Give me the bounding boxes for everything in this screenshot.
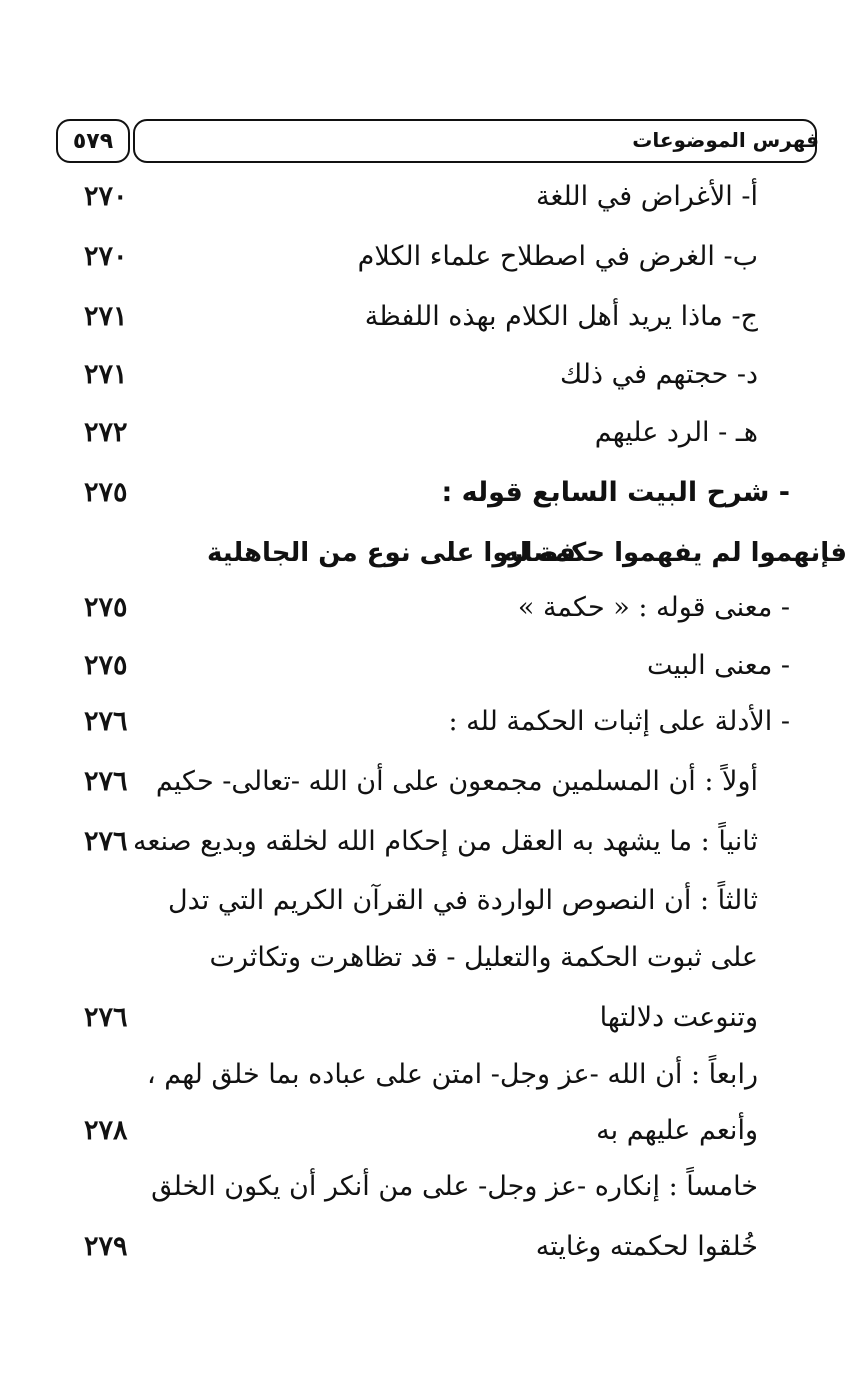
toc-entry — [40, 349, 830, 401]
poem-verse — [207, 528, 847, 578]
toc-entry-text: على ثبوت الحكمة والتعليل - قد تظاهرت وتكاثرت — [209, 942, 758, 973]
toc-page-number: ٢٧٠ — [84, 241, 128, 272]
toc-entry — [40, 1049, 830, 1101]
toc-page-number: ٢٧٥ — [84, 477, 128, 508]
toc-page-number: ٢٧٠ — [84, 181, 128, 212]
toc-entry — [40, 407, 830, 459]
toc-entry — [40, 932, 830, 984]
toc-entry — [40, 291, 830, 343]
toc-entry — [40, 1161, 830, 1213]
toc-page-number: ٢٧٩ — [84, 1231, 128, 1262]
toc-entry-text: رابعاً : أن الله -عز وجل- امتن على عباده بما خلق لهم ، — [146, 1059, 758, 1090]
toc-entry-text: ب- الغرض في اصطلاح علماء الكلام — [357, 241, 758, 272]
toc-page-number: ٢٧٢ — [84, 417, 128, 448]
toc-entry-text: ثانياً : ما يشهد به العقل من إحكام الله لخلقه وبديع صنعه — [132, 826, 758, 857]
toc-entry-text: - معنى البيت — [647, 650, 790, 681]
toc-page-number: ٢٧١ — [84, 301, 128, 332]
toc-entry-text: أولاً : أن المسلمين مجمعون على أن الله -تعالى- حكيم — [155, 766, 758, 797]
toc-page-number: ٢٧١ — [84, 359, 128, 390]
toc-entry-text: - الأدلة على إثبات الحكمة لله : — [448, 706, 790, 737]
toc-section-heading: - شرح البيت السابع قوله : — [441, 477, 790, 508]
running-header-title: فهرس الموضوعات — [632, 128, 819, 152]
toc-entry — [40, 640, 830, 692]
toc-entry-text: ج- ماذا يريد أهل الكلام بهذه اللفظة — [364, 301, 758, 332]
toc-entry-text: هـ - الرد عليهم — [594, 417, 758, 448]
toc-entry — [40, 171, 830, 223]
toc-entry — [40, 756, 830, 808]
toc-entry — [40, 1221, 830, 1273]
toc-page-number: ٢٧٥ — [84, 650, 128, 681]
toc-entry — [40, 582, 830, 634]
toc-entry-text: د- حجتهم في ذلك — [560, 359, 758, 390]
toc-entry-text: خُلقوا لحكمته وغايته — [535, 1231, 758, 1262]
toc-entry — [40, 231, 830, 283]
toc-entry-text: وتنوعت دلالتها — [599, 1002, 758, 1033]
toc-entry — [40, 1105, 830, 1157]
toc-page-number: ٢٧٦ — [84, 706, 128, 737]
verse-second-hemistich: فصاروا على نوع من الجاهلية — [207, 538, 576, 568]
toc-entry-text: وأنعم عليهم به — [596, 1115, 758, 1146]
page-number-badge: ٥٧٩ — [56, 119, 130, 163]
toc-entry-text: أ- الأغراض في اللغة — [535, 181, 758, 212]
toc-page-number: ٢٧٦ — [84, 766, 128, 797]
toc-entry-text: - معنى قوله : « حكمة » — [517, 592, 790, 623]
toc-page-number: ٢٧٦ — [84, 826, 128, 857]
toc-page-number: ٢٧٨ — [84, 1115, 128, 1146]
toc-entry-text: خامساً : إنكاره -عز وجل- على من أنكر أن يكون الخلق — [151, 1171, 758, 1202]
verse-first-hemistich: فإنهموا لم يفهموا حكمة له — [503, 538, 847, 568]
toc-page-number: ٢٧٦ — [84, 1002, 128, 1033]
toc-entry — [40, 696, 830, 748]
toc-entry-text: ثالثاً : أن النصوص الواردة في القرآن الكريم التي تدل — [167, 885, 758, 916]
toc-entry-section — [40, 467, 830, 519]
toc-entry — [40, 875, 830, 927]
toc-entry — [40, 816, 830, 868]
toc-entry — [40, 992, 830, 1044]
toc-page-number: ٢٧٥ — [84, 592, 128, 623]
